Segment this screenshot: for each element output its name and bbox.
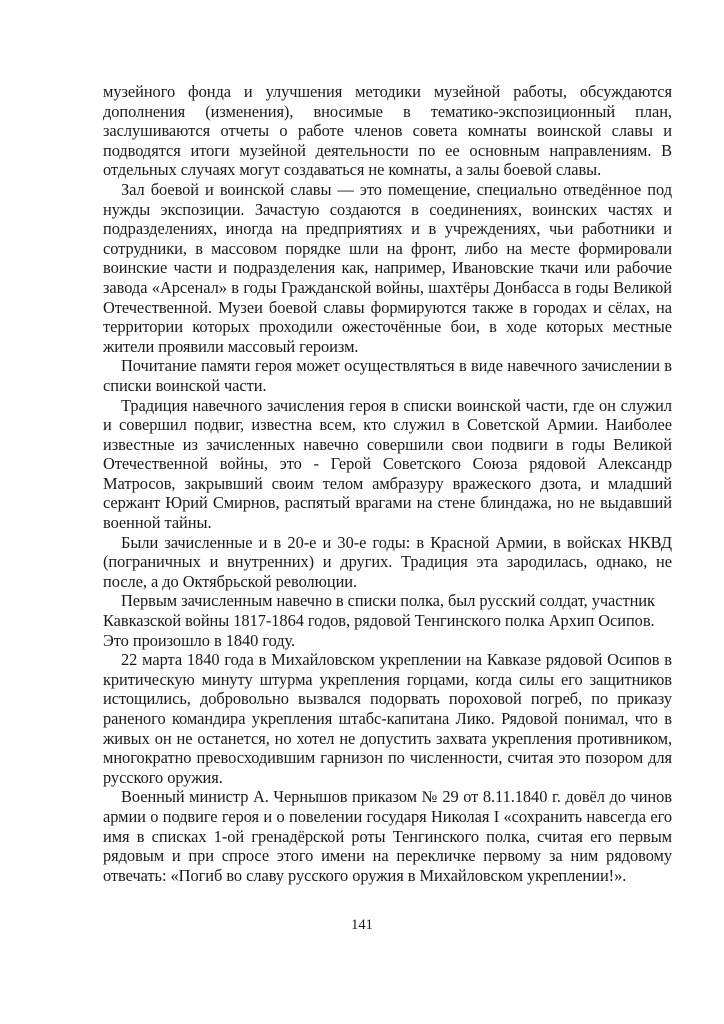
document-body xyxy=(103,82,672,885)
paragraph-march-1840: 22 марта 1840 года в Михайловском укреплении на Кавказе рядовой Осипов в критическую минуту штурма укрепления горцами, когда силы его защитников истощились, добровольно вызвался подорвать пороховой погреб, по приказу раненого командира укрепления штабс-капитана Лико. Рядовой понимал, что в живых он не останется, но хотел не допустить захвата укрепления противником, многократно превосходившим гарнизон по численности, считая это позором для русского оружия. xyxy=(103,650,672,787)
paragraph-20s-30s: Были зачисленные и в 20-е и 30-е годы: в Красной Армии, в войсках НКВД (пограничных и внутренних) и других. Традиция эта зародилась, однако, не после, а до Октябрьской революции. xyxy=(103,532,672,591)
paragraph-museum-council: музейного фонда и улучшения методики музейной работы, обсуждаются дополнения (изменения), вносимые в тематико-экспозиционный план, заслушиваются отчеты о работе членов совета комнаты воинской славы и подводятся итоги музейной деятельности по ее основным направлениям. В отдельных случаях могут создаваться не комнаты, а залы боевой славы. xyxy=(103,82,672,180)
page-number: 141 xyxy=(351,917,373,933)
paragraph-tradition: Традиция навечного зачисления героя в списки воинской части, где он служил и совершил подвиг, известна всем, кто служил в Советской Армии. Наиболее известные из зачисленных навечно совершили свои подвиги в годы Великой Отечественной войны, это - Герой Советского Союза рядовой Александр Матросов, закрывший своим телом амбразуру вражеского дзота, и младший сержант Юрий Смирнов, распятый врагами на стене блиндажа, но не выдавший военной тайны. xyxy=(103,395,672,533)
paragraph-war-minister-order: Военный министр А. Чернышов приказом № 29 от 8.11.1840 г. довёл до чинов армии о подвиге героя и о повелении государя Николая I «сохранить навсегда его имя в списках 1-ой гренадёрской роты Тенгинского полка, считая его первым рядовым и при спросе этого имени на перекличке первому за ним рядовому отвечать: «Погиб во славу русского оружия в Михайловском укреплении!». xyxy=(103,787,672,885)
paragraph-hall-of-glory: Зал боевой и воинской славы — это помещение, специально отведённое под нужды экспозиции. Зачастую создаются в соединениях, воинских частях и подразделениях, иногда на предприятиях и в учреждениях, чьи работники и сотрудники, в массовом порядке шли на фронт, либо на месте формировали воинские части и подразделения как, например, Ивановские ткачи или рабочие завода «Арсенал» в годы Гражданской войны, шахтёры Донбасса в годы Великой Отечественной. Музеи боевой славы формируются также в городах и сёлах, на территории которых проходили ожесточённые бои, в ходе которых местные жители проявили массовый героизм. xyxy=(103,179,672,356)
paragraph-memory-honor: Почитание памяти героя может осуществляться в виде навечного зачислении в списки воинской части. xyxy=(103,356,672,395)
paragraph-first-enlisted: Первым зачисленным навечно в списки полка, был русский солдат, участник Кавказской войны 1817-1864 годов, рядовой Тенгинского полка Архип Осипов. Это произошло в 1840 году. xyxy=(103,591,655,650)
